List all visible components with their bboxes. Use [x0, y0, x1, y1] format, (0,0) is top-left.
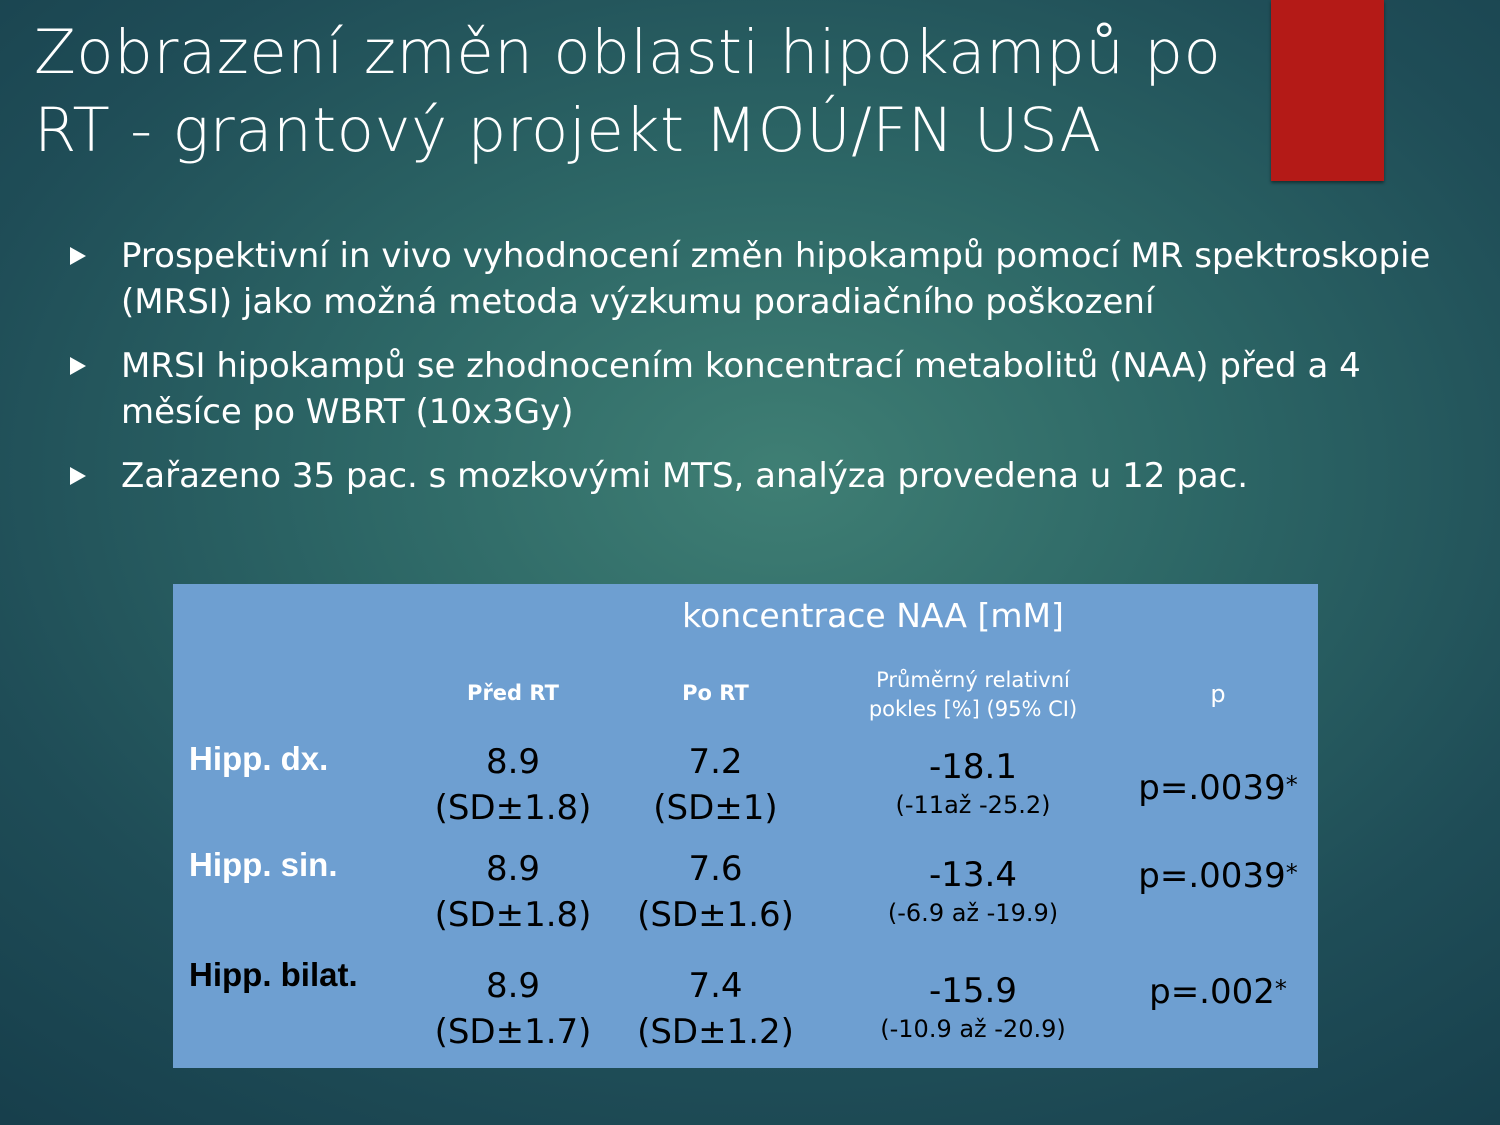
p-star: * — [1274, 975, 1287, 1003]
cell-ci: (-10.9 až -20.9) — [880, 1015, 1066, 1043]
cell-value: 7.6 — [688, 849, 743, 889]
row-label-hipp-dx: Hipp. dx. — [189, 740, 329, 777]
cell-sd: (SD±1) — [653, 788, 778, 828]
bullet-item — [66, 453, 1446, 499]
bullet-list — [66, 233, 1446, 517]
bullet-item — [66, 343, 1446, 435]
row-label-hipp-sin: Hipp. sin. — [189, 846, 338, 883]
cell-sd: (SD±1.7) — [434, 1012, 592, 1052]
cell-value: 7.4 — [688, 966, 743, 1006]
bullet-text: MRSI hipokampů se zhodnocením koncentrací metabolitů (NAA) před a 4 měsíce po WBRT (10x3Gy) — [121, 346, 1361, 432]
p-value: p=.0039 — [1138, 768, 1286, 808]
bullet-arrow-icon — [70, 467, 86, 485]
cell-value: -15.9 — [929, 971, 1017, 1011]
cell-p — [1128, 968, 1308, 1013]
cell-sd: (SD±1.8) — [434, 895, 592, 935]
cell-value: -13.4 — [929, 855, 1017, 895]
p-star: * — [1285, 859, 1298, 887]
cell-post — [633, 739, 798, 831]
column-header-relative: Průměrný relativní pokles [%] (95% CI) — [868, 668, 1078, 721]
cell-relative — [833, 854, 1113, 930]
cell-value: 8.9 — [485, 849, 541, 889]
cell-relative — [833, 746, 1113, 822]
table-heading: koncentrace NAA [mM] — [682, 596, 1064, 635]
cell-ci: (-11až -25.2) — [895, 791, 1051, 819]
p-star: * — [1285, 771, 1298, 799]
cell-p — [1128, 852, 1308, 897]
cell-pre — [428, 846, 598, 938]
slide-title: Zobrazení změn oblasti hipokampů po RT - grantový projekt MOÚ/FN USA — [34, 17, 1222, 166]
cell-ci: (-6.9 až -19.9) — [887, 899, 1059, 927]
results-table — [173, 584, 1318, 1068]
cell-value: 7.2 — [688, 742, 743, 782]
cell-sd: (SD±1.2) — [637, 1012, 794, 1052]
column-header-pre: Před RT — [467, 681, 559, 705]
cell-p — [1128, 764, 1308, 809]
cell-value: 8.9 — [485, 742, 541, 782]
cell-value: -18.1 — [929, 747, 1017, 787]
bullet-arrow-icon — [70, 357, 86, 375]
cell-sd: (SD±1.8) — [434, 788, 592, 828]
column-header-p: p — [1210, 680, 1226, 708]
cell-pre — [428, 963, 598, 1055]
cell-post — [633, 846, 798, 938]
accent-bar — [1271, 0, 1384, 181]
cell-pre — [428, 739, 598, 831]
row-label-hipp-bilat: Hipp. bilat. — [189, 956, 358, 993]
bullet-item — [66, 233, 1446, 325]
bullet-arrow-icon — [70, 247, 86, 265]
cell-value: 8.9 — [485, 966, 541, 1006]
p-value: p=.002 — [1149, 972, 1275, 1012]
cell-relative — [833, 970, 1113, 1046]
bullet-text: Prospektivní in vivo vyhodnocení změn hipokampů pomocí MR spektroskopie (MRSI) jako možná metoda výzkumu poradiačního poškození — [121, 236, 1431, 322]
column-header-post: Po RT — [682, 681, 749, 705]
cell-post — [633, 963, 798, 1055]
bullet-text: Zařazeno 35 pac. s mozkovými MTS, analýza provedena u 12 pac. — [121, 456, 1249, 496]
p-value: p=.0039 — [1138, 856, 1286, 896]
cell-sd: (SD±1.6) — [637, 895, 794, 935]
